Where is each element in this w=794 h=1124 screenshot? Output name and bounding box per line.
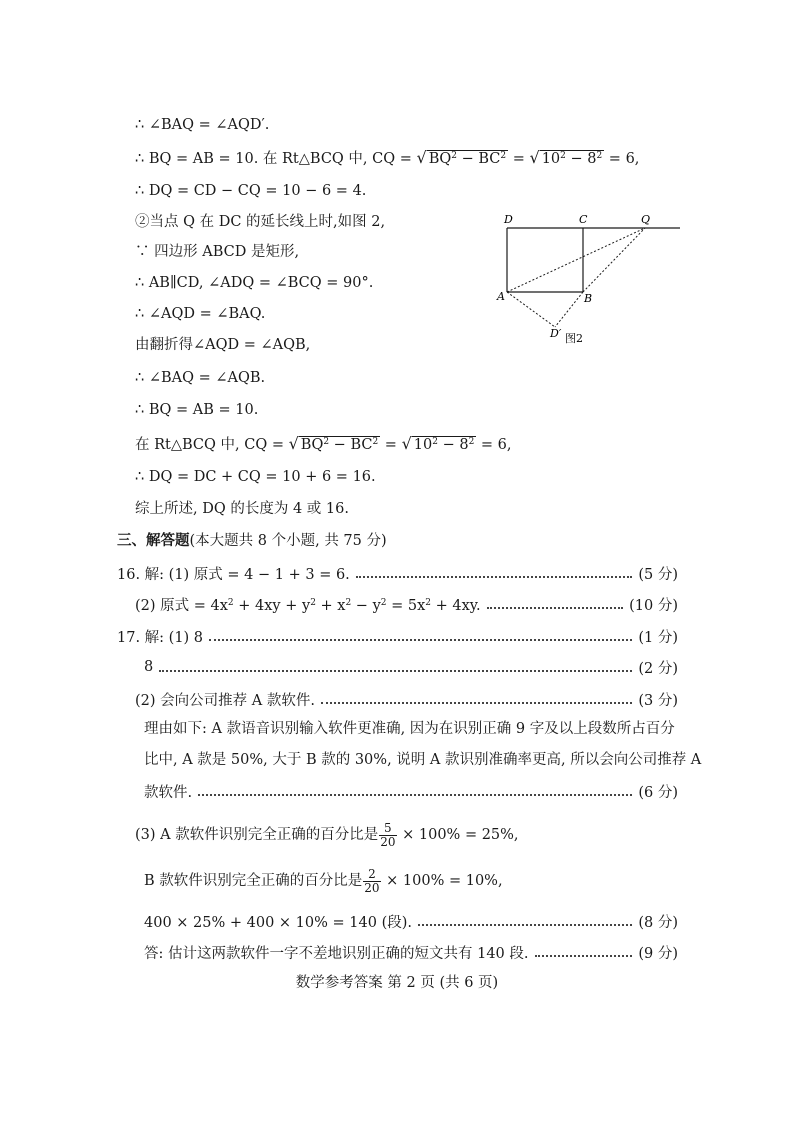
section-heading bbox=[117, 531, 387, 551]
q17-reason-line1: 理由如下: A 款语音识别输入软件更准确, 因为在识别正确 9 字及以上段数所占百分 bbox=[144, 721, 675, 737]
segment-bd2 bbox=[555, 292, 583, 327]
label-d: D bbox=[504, 213, 513, 226]
line-dq-4: ∴ DQ = CD − CQ = 10 − 6 = 4. bbox=[135, 183, 367, 199]
score: (8 分) bbox=[638, 914, 678, 931]
radicand: $BQ^2 - BC^2$ bbox=[428, 151, 507, 167]
label-d-prime: D′ bbox=[550, 327, 562, 340]
segment-aq bbox=[507, 228, 645, 292]
sqrt-icon: √ bbox=[401, 434, 412, 453]
q17-calc: 400 × 25% + 400 × 10% = 140 (段). (8 分) bbox=[144, 911, 678, 931]
q17-part1b: 8 (2 分) bbox=[144, 657, 678, 677]
section-title: 三、解答题 bbox=[117, 532, 190, 549]
q16-part2: (2) 原式 = $4x^2 + 4xy + y^2 + x^2 - y^2 = 5x^2 + 4xy$. (10 分) bbox=[135, 594, 678, 614]
score: (9 分) bbox=[638, 945, 678, 962]
leader-dots bbox=[535, 955, 633, 957]
q17-part1: 17. 解: (1) 8 (1 分) bbox=[117, 626, 678, 646]
leader-dots bbox=[487, 607, 623, 609]
q17-reason-line3: 款软件. (6 分) bbox=[144, 781, 678, 801]
sqrt-icon: √ bbox=[529, 148, 540, 167]
line-case2: ②当点 Q 在 DC 的延长线上时,如图 2, bbox=[135, 214, 386, 230]
q17-part3-b: B 款软件识别完全正确的百分比是 $\frac{2}{20}$ × 100% = 10%, bbox=[144, 866, 503, 895]
radicand: $10^2 - 8^2$ bbox=[541, 151, 603, 167]
line-conclusion: 综上所述, DQ 的长度为 4 或 16. bbox=[135, 501, 349, 517]
score: (1 分) bbox=[638, 629, 678, 646]
line-bq-10: ∴ BQ = AB = 10. bbox=[135, 402, 259, 418]
fraction: $\frac{5}{20}$ bbox=[380, 820, 396, 849]
figure-caption: 图2 bbox=[565, 332, 583, 345]
radicand: $BQ^2 - BC^2$ bbox=[300, 437, 379, 453]
leader-dots bbox=[198, 794, 632, 796]
segment-bq bbox=[583, 228, 645, 292]
leader-dots bbox=[356, 576, 633, 578]
figure-2 bbox=[495, 210, 685, 350]
label-a: A bbox=[497, 290, 505, 303]
q17-answer: 答: 估计这两款软件一字不差地识别正确的短文共有 140 段. (9 分) bbox=[144, 942, 678, 962]
fraction: $\frac{2}{20}$ bbox=[364, 866, 380, 895]
radicand: $10^2 - 8^2$ bbox=[413, 437, 475, 453]
line-rectangle: ∵ 四边形 ABCD 是矩形, bbox=[135, 244, 300, 260]
line-fold: 由翻折得∠AQD = ∠AQB, bbox=[135, 337, 311, 353]
line-dq-16: ∴ DQ = DC + CQ = 10 + 6 = 16. bbox=[135, 469, 376, 485]
line-parallel: ∴ AB∥CD, ∠ADQ = ∠BCQ = 90°. bbox=[135, 275, 374, 291]
line-aqd-baq: ∴ ∠AQD = ∠BAQ. bbox=[135, 306, 266, 322]
label-q: Q bbox=[641, 213, 651, 226]
line-angle-baq: ∴ ∠BAQ = ∠AQD′. bbox=[135, 117, 270, 133]
sqrt-icon: √ bbox=[288, 434, 299, 453]
leader-dots bbox=[159, 670, 632, 672]
section-note: (本大题共 8 个小题, 共 75 分) bbox=[189, 533, 387, 549]
sqrt-icon: √ bbox=[416, 148, 427, 167]
leader-dots bbox=[321, 702, 632, 704]
line-bq-computation: ∴ BQ = AB = 10. 在 Rt△BCQ 中, CQ = √ $BQ^2 - BC^2$ = √ $10^2 - 8^2 = 6$, bbox=[135, 148, 640, 167]
leader-dots bbox=[418, 924, 632, 926]
label-b: B bbox=[584, 292, 593, 305]
segment-ad2 bbox=[507, 292, 555, 327]
score: (5 分) bbox=[638, 566, 678, 583]
label-c: C bbox=[579, 213, 588, 226]
q17-reason-line2: 比中, A 款是 50%, 大于 B 款的 30%, 说明 A 款识别准确率更高, 所以会向公司推荐 A bbox=[144, 752, 702, 768]
line-text: ∴ BQ = AB = 10. 在 Rt△BCQ 中, CQ = bbox=[135, 151, 417, 167]
score: (10 分) bbox=[629, 597, 678, 614]
score: (3 分) bbox=[638, 692, 678, 709]
q17-part3-a: (3) A 款软件识别完全正确的百分比是 $\frac{5}{20}$ × 100% = 25%, bbox=[135, 820, 519, 849]
score: (2 分) bbox=[638, 660, 678, 677]
line-cq-computation: 在 Rt△BCQ 中, CQ = √ $BQ^2 - BC^2$ = √ $10^2 - 8^2 = 6$, bbox=[135, 434, 512, 453]
page-footer: 数学参考答案 第 2 页 (共 6 页) bbox=[295, 975, 499, 991]
q16-part1: 16. 解: (1) 原式 = 4 − 1 + 3 = 6. (5 分) bbox=[117, 563, 678, 583]
score: (6 分) bbox=[638, 784, 678, 801]
line-baq-aqb: ∴ ∠BAQ = ∠AQB. bbox=[135, 370, 266, 386]
leader-dots bbox=[209, 639, 632, 641]
q17-part2: (2) 会向公司推荐 A 款软件. (3 分) bbox=[135, 689, 678, 709]
